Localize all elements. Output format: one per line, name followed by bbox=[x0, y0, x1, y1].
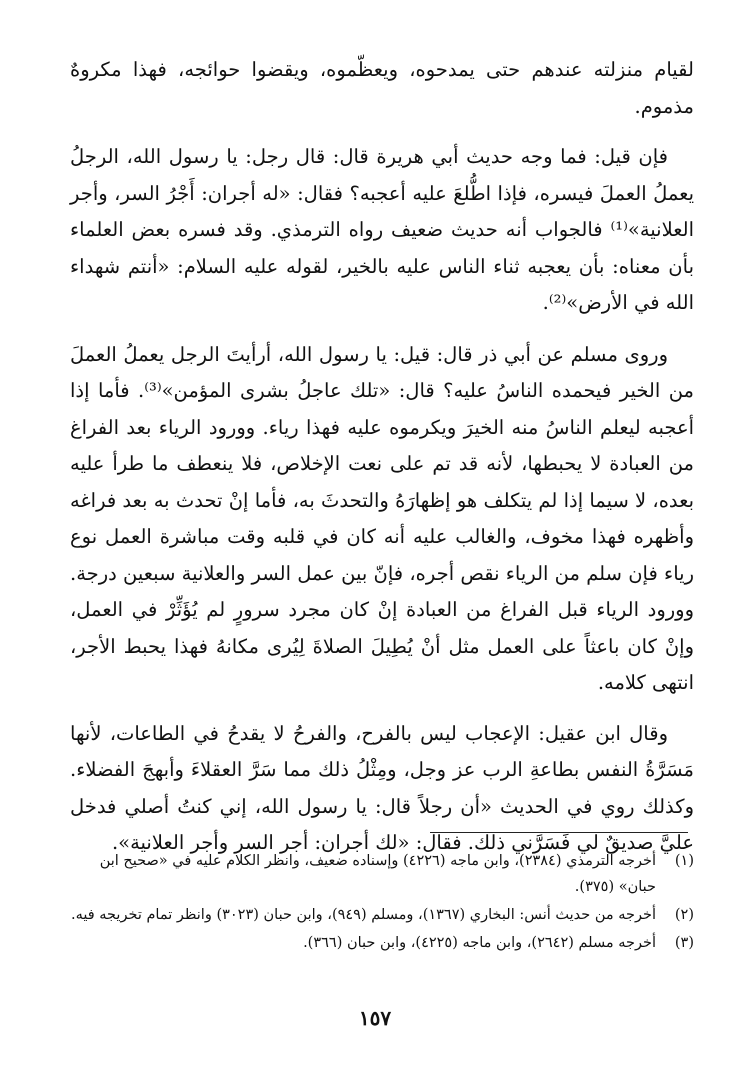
paragraph-continuation: لقيام منزلته عندهم حتى يمدحوه، ويعظّموه، ويقضوا حوائجه، فهذا مكروهٌ مذموم. bbox=[70, 58, 694, 118]
footnote-text: أخرجه مسلم (٢٦٤٢)، وابن ماجه (٤٢٢٥)، وابن حبان (٣٦٦). bbox=[303, 935, 656, 951]
footnote-number: (٣) bbox=[674, 935, 694, 951]
footnote-item bbox=[70, 930, 694, 956]
footnote-text: أخرجه الترمذي (٢٣٨٤)، وابن ماجه (٤٢٢٦) وإسناده ضعيف، وانظر الكلام عليه في «صحيح ابن حبان» (٣٧٥). bbox=[99, 853, 656, 895]
page-number: ١٥٧ bbox=[358, 1006, 392, 1030]
footnote-number: (١) bbox=[674, 853, 694, 869]
footnote-text: أخرجه من حديث أنس: البخاري (١٣٦٧)، ومسلم (٩٤٩)، وابن حبان (٣٠٢٣) وانظر تمام تخريجه فيه. bbox=[70, 907, 656, 923]
paragraph-abu-dharr-hadith: وروى مسلم عن أبي ذر قال: قيل: يا رسول الله، أرأيتَ الرجل يعملُ العملَ من الخير فيحمده الناسُ عليه؟ قال: «تلك عاجلُ بشرى المؤمن»⁽³⁾. فأما إذا أعجبه ليعلم الناسُ منه الخيرَ ويكرموه عليه فهذا رياء. وورود الرياء بعد الفراغ من العبادة لا يحبطها، لأنه قد تم على نعت الإخلاص، فلا ينعطف ما طرأ عليه بعده، لا سيما إذا لم يتكلف هو إظهارَهُ والتحدثَ به، فأما إنْ تحدث به بعد فراغه وأظهره فهذا مخوف، والغالب عليه أنه كان في قلبه وقت مباشرة العمل نوع رياء فإن سلم من الرياء نقص أجره، فإنّ بين عمل السر والعلانية سبعين درجة. وورود الرياء قبل الفراغ من العبادة إنْ كان مجرد سرورٍ لم يُؤَثِّرْ في العمل، وإنْ كان باعثاً على العمل مثل أنْ يُطِيلَ الصلاةَ لِيُرى مكانهُ فهذا يحبط الأجر، انتهى كلامه. bbox=[70, 342, 694, 694]
paragraph-abu-hurayra-hadith: فإن قيل: فما وجه حديث أبي هريرة قال: قال رجل: يا رسول الله، الرجلُ يعملُ العملَ فيسره، فإذا اطُّلعَ عليه أعجبه؟ فقال: «له أجران: أَجْرُ السر، وأجر العلانية»⁽¹⁾ فالجواب أنه حديث ضعيف رواه الترمذي. وقد فسره بعض العلماء بأن معناه: بأن يعجبه ثناء الناس عليه بالخير، لقوله عليه السلام: «أنتم شهداء الله في الأرض»⁽²⁾. bbox=[70, 145, 694, 314]
main-text bbox=[70, 52, 694, 862]
footnotes bbox=[70, 848, 694, 958]
footnote-divider bbox=[430, 832, 688, 833]
paragraph-ibn-aqil: وقال ابن عقيل: الإعجاب ليس بالفرح، والفرحُ لا يقدحُ في الطاعات، لأنها مَسَرَّةُ النفس بطاعةِ الرب عز وجل، ومِثْلُ ذلك مما سَرَّ العقلاءَ وأبهجَ الفضلاء. وكذلك روي في الحديث «أن رجلاً قال: يا رسول الله، إني كنتُ أصلي فدخل عليَّ صديقٌ لي فَسَرَّني ذلك. فقال: «لك أجران: أجر السر وأجر العلانية». bbox=[70, 721, 694, 854]
footnote-number: (٢) bbox=[674, 907, 694, 923]
footnote-item bbox=[70, 902, 694, 928]
footnote-item bbox=[70, 848, 694, 900]
